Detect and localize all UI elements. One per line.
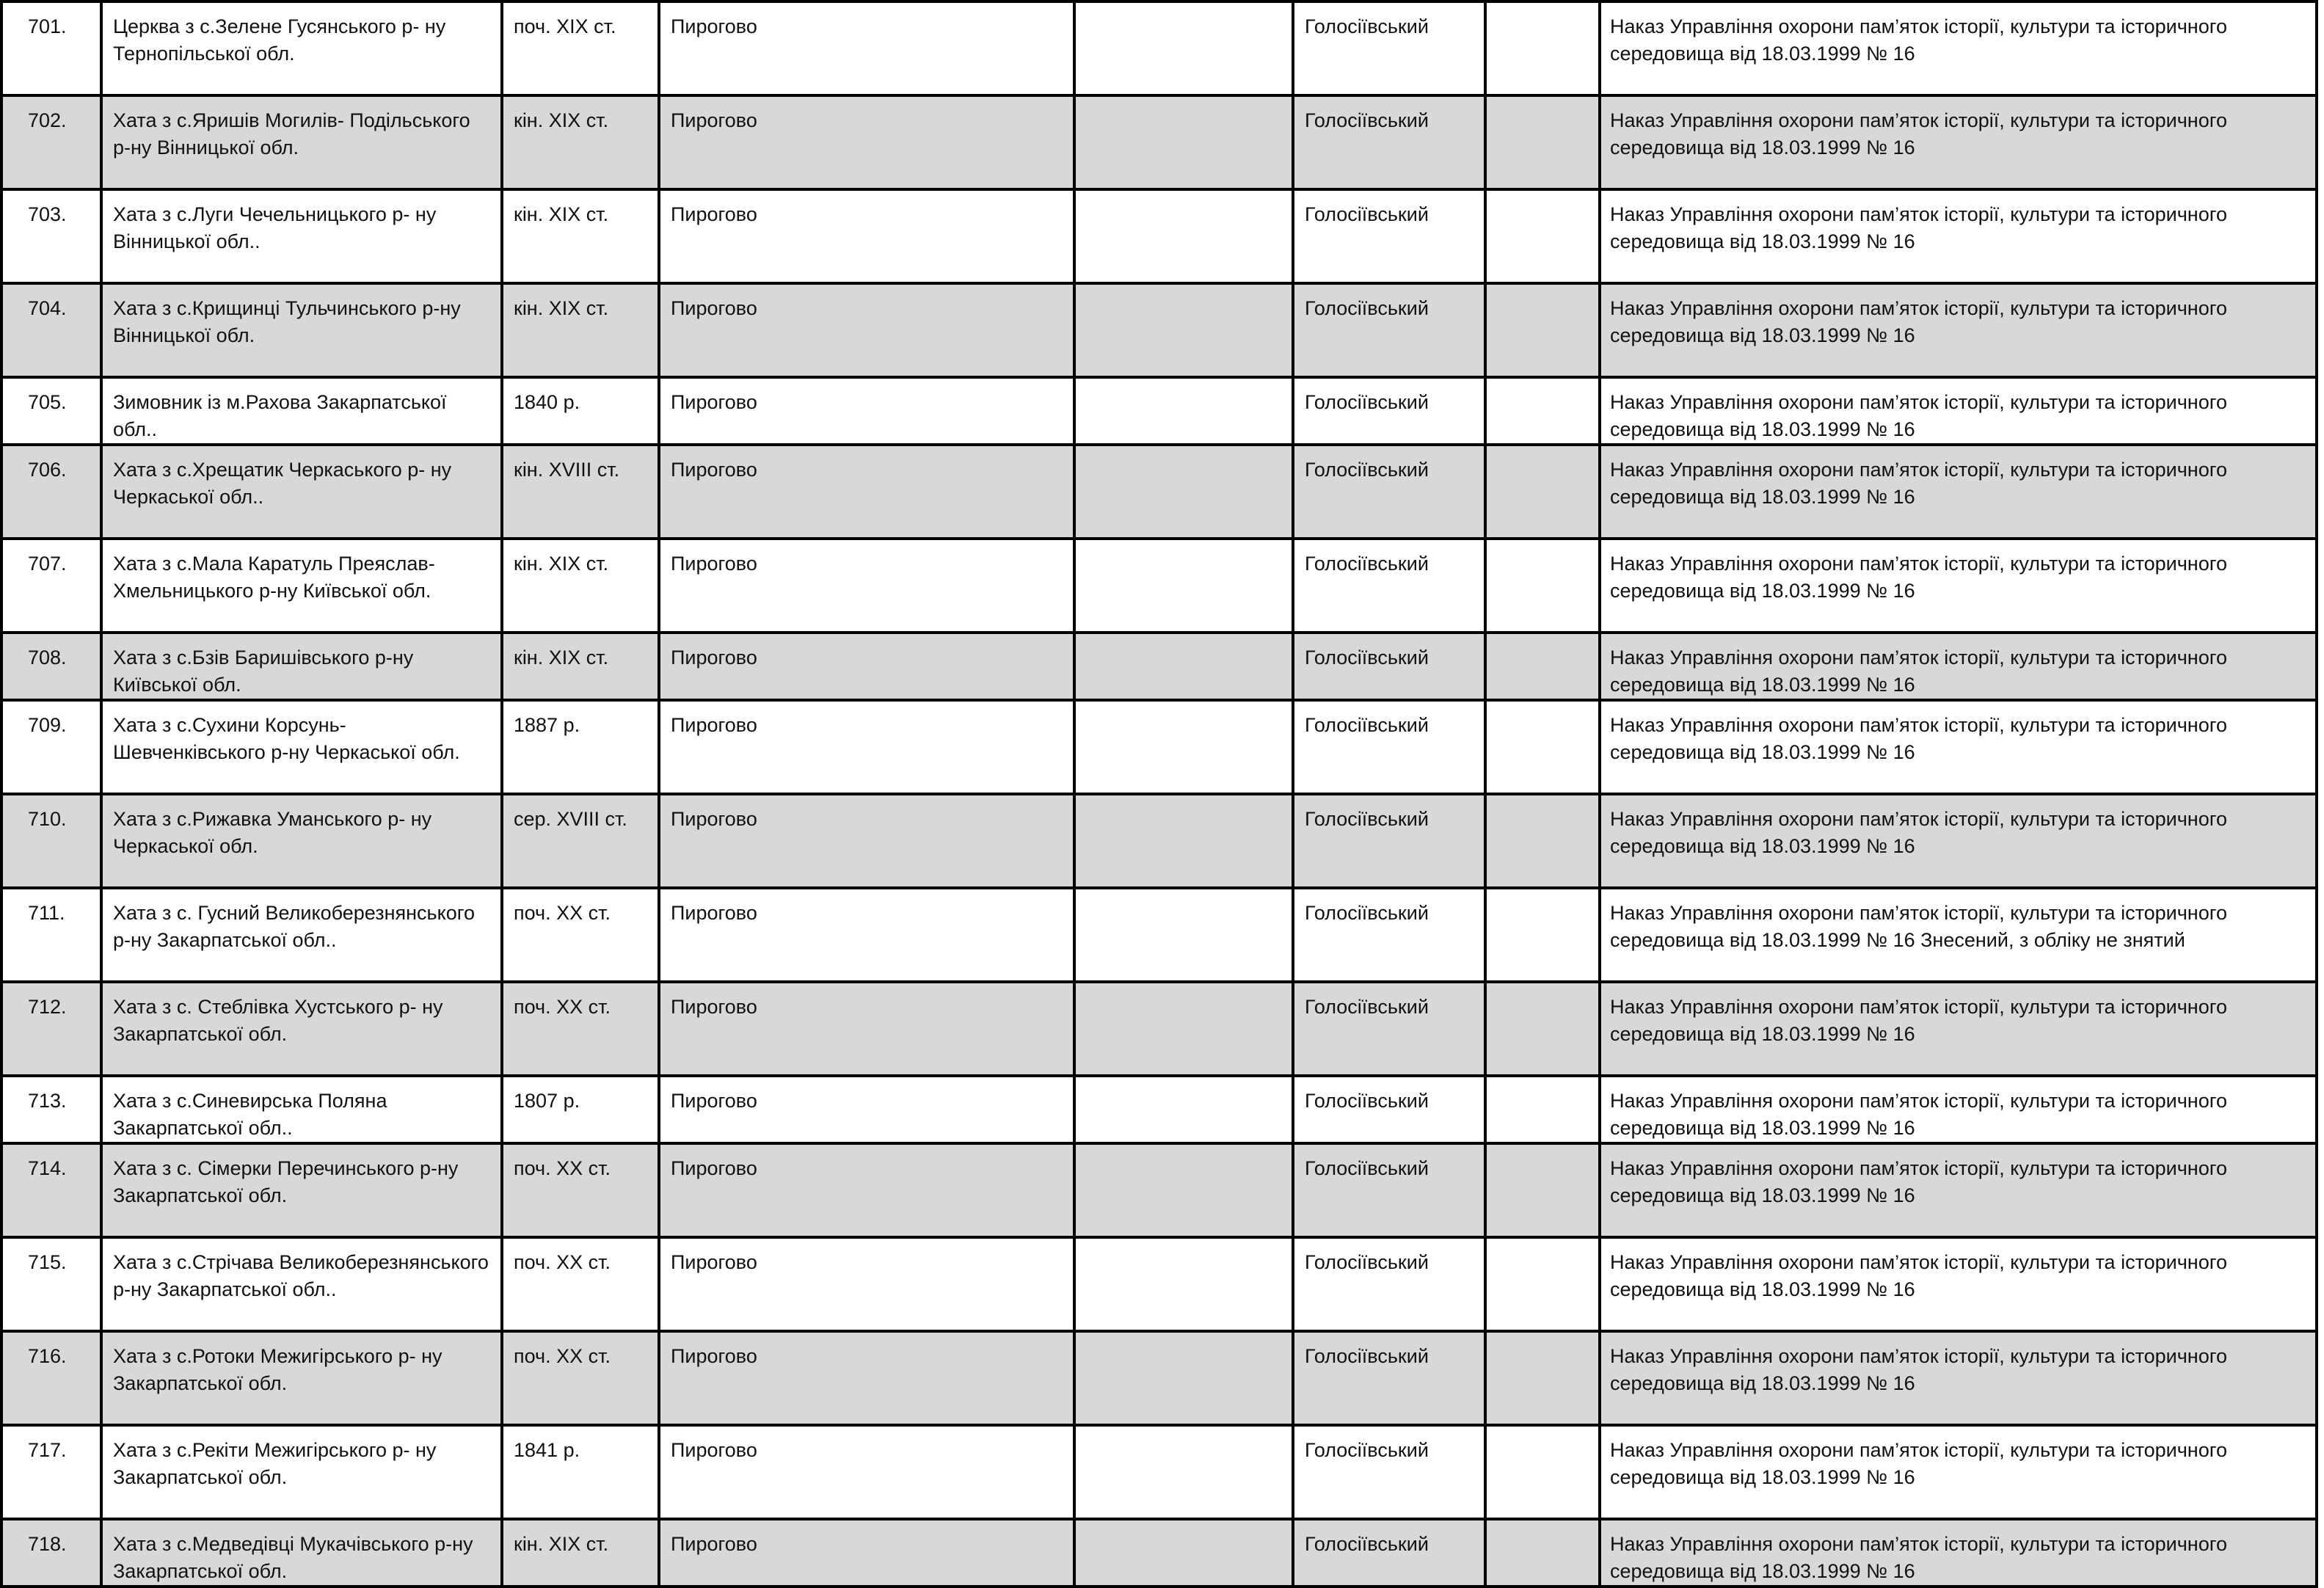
district-cell: Голосіївський — [1293, 1237, 1485, 1331]
district-cell: Голосіївський — [1293, 1519, 1485, 1587]
location-cell: Пирогово — [659, 95, 1074, 189]
dating-cell: поч. ХІХ ст. — [502, 1, 659, 95]
monument-name-cell: Церква з с.Зелене Гусянського р- ну Тернопільської обл. — [101, 1, 502, 95]
row-number-cell: 714. — [1, 1143, 101, 1237]
legal-act-cell: Наказ Управління охорони пам’яток історії, культури та історичного середовища від 18.03.1999 № 16 — [1600, 700, 2317, 794]
address-cell — [1074, 95, 1293, 189]
table-row — [1, 1331, 2317, 1425]
district-cell: Голосіївський — [1293, 445, 1485, 539]
table-row — [1, 794, 2317, 888]
location-cell: Пирогово — [659, 1076, 1074, 1143]
location-cell: Пирогово — [659, 1519, 1074, 1587]
legal-act-cell: Наказ Управління охорони пам’яток історії, культури та історичного середовища від 18.03.1999 № 16 — [1600, 1076, 2317, 1143]
table-row — [1, 377, 2317, 445]
monument-name-cell: Хата з с.Крищинці Тульчинського р-ну Вінницької обл. — [101, 283, 502, 377]
legal-act-cell: Наказ Управління охорони пам’яток історії, культури та історичного середовища від 18.03.1999 № 16 — [1600, 1143, 2317, 1237]
location-cell: Пирогово — [659, 888, 1074, 982]
location-cell: Пирогово — [659, 1143, 1074, 1237]
location-cell: Пирогово — [659, 283, 1074, 377]
protection-number-cell — [1485, 794, 1600, 888]
row-number-cell: 705. — [1, 377, 101, 445]
dating-cell: 1841 р. — [502, 1425, 659, 1519]
legal-act-cell: Наказ Управління охорони пам’яток історії, культури та історичного середовища від 18.03.1999 № 16 — [1600, 1237, 2317, 1331]
location-cell: Пирогово — [659, 1, 1074, 95]
address-cell — [1074, 445, 1293, 539]
dating-cell: поч. ХХ ст. — [502, 982, 659, 1076]
legal-act-cell: Наказ Управління охорони пам’яток історії, культури та історичного середовища від 18.03.1999 № 16 — [1600, 1331, 2317, 1425]
location-cell: Пирогово — [659, 539, 1074, 633]
location-cell: Пирогово — [659, 794, 1074, 888]
row-number-cell: 717. — [1, 1425, 101, 1519]
monument-name-cell: Зимовник із м.Рахова Закарпатської обл.. — [101, 377, 502, 445]
row-number-cell: 716. — [1, 1331, 101, 1425]
monument-name-cell: Хата з с.Хрещатик Черкаського р- ну Черкаської обл.. — [101, 445, 502, 539]
district-cell: Голосіївський — [1293, 95, 1485, 189]
legal-act-cell: Наказ Управління охорони пам’яток історії, культури та історичного середовища від 18.03.1999 № 16 — [1600, 633, 2317, 700]
row-number-cell: 712. — [1, 982, 101, 1076]
table-row — [1, 700, 2317, 794]
protection-number-cell — [1485, 283, 1600, 377]
monument-name-cell: Хата з с.Ротоки Межигірського р- ну Закарпатської обл. — [101, 1331, 502, 1425]
district-cell: Голосіївський — [1293, 1331, 1485, 1425]
dating-cell: кін. ХІХ ст. — [502, 283, 659, 377]
district-cell: Голосіївський — [1293, 888, 1485, 982]
monument-name-cell: Хата з с.Рекіти Межигірського р- ну Закарпатської обл. — [101, 1425, 502, 1519]
row-number-cell: 711. — [1, 888, 101, 982]
protection-number-cell — [1485, 1143, 1600, 1237]
address-cell — [1074, 888, 1293, 982]
monument-name-cell: Хата з с.Сухини Корсунь- Шевченківського р-ну Черкаської обл. — [101, 700, 502, 794]
legal-act-cell: Наказ Управління охорони пам’яток історії, культури та історичного середовища від 18.03.1999 № 16 Знесений, з обліку не знятий — [1600, 888, 2317, 982]
dating-cell: сер. XVIII ст. — [502, 794, 659, 888]
address-cell — [1074, 700, 1293, 794]
dating-cell: поч. ХХ ст. — [502, 888, 659, 982]
district-cell: Голосіївський — [1293, 633, 1485, 700]
table-row — [1, 189, 2317, 283]
row-number-cell: 715. — [1, 1237, 101, 1331]
district-cell: Голосіївський — [1293, 700, 1485, 794]
address-cell — [1074, 377, 1293, 445]
monument-name-cell: Хата з с. Стеблівка Хустського р- ну Закарпатської обл. — [101, 982, 502, 1076]
protection-number-cell — [1485, 633, 1600, 700]
legal-act-cell: Наказ Управління охорони пам’яток історії, культури та історичного середовища від 18.03.1999 № 16 — [1600, 1519, 2317, 1587]
location-cell: Пирогово — [659, 189, 1074, 283]
row-number-cell: 702. — [1, 95, 101, 189]
district-cell: Голосіївський — [1293, 377, 1485, 445]
location-cell: Пирогово — [659, 1331, 1074, 1425]
dating-cell: кін. ХІХ ст. — [502, 95, 659, 189]
legal-act-cell: Наказ Управління охорони пам’яток історії, культури та історичного середовища від 18.03.1999 № 16 — [1600, 95, 2317, 189]
dating-cell: 1807 р. — [502, 1076, 659, 1143]
district-cell: Голосіївський — [1293, 1425, 1485, 1519]
dating-cell: поч. ХХ ст. — [502, 1331, 659, 1425]
location-cell: Пирогово — [659, 633, 1074, 700]
dating-cell: кін. ХІХ ст. — [502, 633, 659, 700]
dating-cell: кін. XVIII ст. — [502, 445, 659, 539]
address-cell — [1074, 1519, 1293, 1587]
row-number-cell: 704. — [1, 283, 101, 377]
address-cell — [1074, 794, 1293, 888]
table-row — [1, 1519, 2317, 1587]
row-number-cell: 701. — [1, 1, 101, 95]
location-cell: Пирогово — [659, 700, 1074, 794]
row-number-cell: 718. — [1, 1519, 101, 1587]
address-cell — [1074, 1, 1293, 95]
district-cell: Голосіївський — [1293, 1143, 1485, 1237]
protection-number-cell — [1485, 445, 1600, 539]
protection-number-cell — [1485, 1519, 1600, 1587]
table-row — [1, 445, 2317, 539]
address-cell — [1074, 189, 1293, 283]
address-cell — [1074, 982, 1293, 1076]
monument-name-cell: Хата з с. Гусний Великоберезнянського р-ну Закарпатської обл.. — [101, 888, 502, 982]
dating-cell: кін. ХІХ ст. — [502, 189, 659, 283]
row-number-cell: 713. — [1, 1076, 101, 1143]
address-cell — [1074, 283, 1293, 377]
legal-act-cell: Наказ Управління охорони пам’яток історії, культури та історичного середовища від 18.03.1999 № 16 — [1600, 1, 2317, 95]
protection-number-cell — [1485, 377, 1600, 445]
district-cell: Голосіївський — [1293, 794, 1485, 888]
monument-name-cell: Хата з с.Луги Чечельницького р- ну Вінницької обл.. — [101, 189, 502, 283]
address-cell — [1074, 1076, 1293, 1143]
row-number-cell: 708. — [1, 633, 101, 700]
address-cell — [1074, 1425, 1293, 1519]
register-table-body — [1, 1, 2317, 1587]
table-row — [1, 982, 2317, 1076]
table-row — [1, 1143, 2317, 1237]
row-number-cell: 707. — [1, 539, 101, 633]
legal-act-cell: Наказ Управління охорони пам’яток історії, культури та історичного середовища від 18.03.1999 № 16 — [1600, 982, 2317, 1076]
location-cell: Пирогово — [659, 1237, 1074, 1331]
district-cell: Голосіївський — [1293, 1076, 1485, 1143]
district-cell: Голосіївський — [1293, 982, 1485, 1076]
district-cell: Голосіївський — [1293, 283, 1485, 377]
row-number-cell: 709. — [1, 700, 101, 794]
legal-act-cell: Наказ Управління охорони пам’яток історії, культури та історичного середовища від 18.03.1999 № 16 — [1600, 1425, 2317, 1519]
table-row — [1, 1237, 2317, 1331]
district-cell: Голосіївський — [1293, 189, 1485, 283]
legal-act-cell: Наказ Управління охорони пам’яток історії, культури та історичного середовища від 18.03.1999 № 16 — [1600, 377, 2317, 445]
dating-cell: поч. ХХ ст. — [502, 1237, 659, 1331]
address-cell — [1074, 1143, 1293, 1237]
dating-cell: 1840 р. — [502, 377, 659, 445]
table-row — [1, 95, 2317, 189]
monument-name-cell: Хата з с. Сімерки Перечинського р-ну Закарпатської обл. — [101, 1143, 502, 1237]
dating-cell: поч. ХХ ст. — [502, 1143, 659, 1237]
protection-number-cell — [1485, 1331, 1600, 1425]
location-cell: Пирогово — [659, 1425, 1074, 1519]
protection-number-cell — [1485, 189, 1600, 283]
dating-cell: 1887 р. — [502, 700, 659, 794]
location-cell: Пирогово — [659, 445, 1074, 539]
monument-name-cell: Хата з с.Мала Каратуль Преяслав- Хмельницького р-ну Київської обл. — [101, 539, 502, 633]
protection-number-cell — [1485, 1, 1600, 95]
monument-name-cell: Хата з с.Яришів Могилів- Подільського р-ну Вінницької обл. — [101, 95, 502, 189]
legal-act-cell: Наказ Управління охорони пам’яток історії, культури та історичного середовища від 18.03.1999 № 16 — [1600, 445, 2317, 539]
address-cell — [1074, 1331, 1293, 1425]
row-number-cell: 706. — [1, 445, 101, 539]
protection-number-cell — [1485, 95, 1600, 189]
protection-number-cell — [1485, 539, 1600, 633]
monument-name-cell: Хата з с.Медведівці Мукачівського р-ну Закарпатської обл. — [101, 1519, 502, 1587]
address-cell — [1074, 539, 1293, 633]
row-number-cell: 710. — [1, 794, 101, 888]
legal-act-cell: Наказ Управління охорони пам’яток історії, культури та історичного середовища від 18.03.1999 № 16 — [1600, 189, 2317, 283]
monument-name-cell: Хата з с.Стрічава Великоберезнянського р-ну Закарпатської обл.. — [101, 1237, 502, 1331]
district-cell: Голосіївський — [1293, 539, 1485, 633]
table-row — [1, 1425, 2317, 1519]
protection-number-cell — [1485, 1237, 1600, 1331]
address-cell — [1074, 633, 1293, 700]
protection-number-cell — [1485, 1425, 1600, 1519]
table-row — [1, 633, 2317, 700]
legal-act-cell: Наказ Управління охорони пам’яток історії, культури та історичного середовища від 18.03.1999 № 16 — [1600, 794, 2317, 888]
district-cell: Голосіївський — [1293, 1, 1485, 95]
legal-act-cell: Наказ Управління охорони пам’яток історії, культури та історичного середовища від 18.03.1999 № 16 — [1600, 539, 2317, 633]
monument-name-cell: Хата з с.Рижавка Уманського р- ну Черкаської обл. — [101, 794, 502, 888]
table-row — [1, 888, 2317, 982]
protection-number-cell — [1485, 700, 1600, 794]
legal-act-cell: Наказ Управління охорони пам’яток історії, культури та історичного середовища від 18.03.1999 № 16 — [1600, 283, 2317, 377]
dating-cell: кін. ХІХ ст. — [502, 539, 659, 633]
address-cell — [1074, 1237, 1293, 1331]
protection-number-cell — [1485, 888, 1600, 982]
row-number-cell: 703. — [1, 189, 101, 283]
table-row — [1, 539, 2317, 633]
monument-name-cell: Хата з с.Бзів Баришівського р-ну Київської обл. — [101, 633, 502, 700]
location-cell: Пирогово — [659, 377, 1074, 445]
table-row — [1, 1, 2317, 95]
table-row — [1, 283, 2317, 377]
table-row — [1, 1076, 2317, 1143]
monument-name-cell: Хата з с.Синевирська Поляна Закарпатської обл.. — [101, 1076, 502, 1143]
protection-number-cell — [1485, 1076, 1600, 1143]
dating-cell: кін. ХІХ ст. — [502, 1519, 659, 1587]
protection-number-cell — [1485, 982, 1600, 1076]
location-cell: Пирогово — [659, 982, 1074, 1076]
